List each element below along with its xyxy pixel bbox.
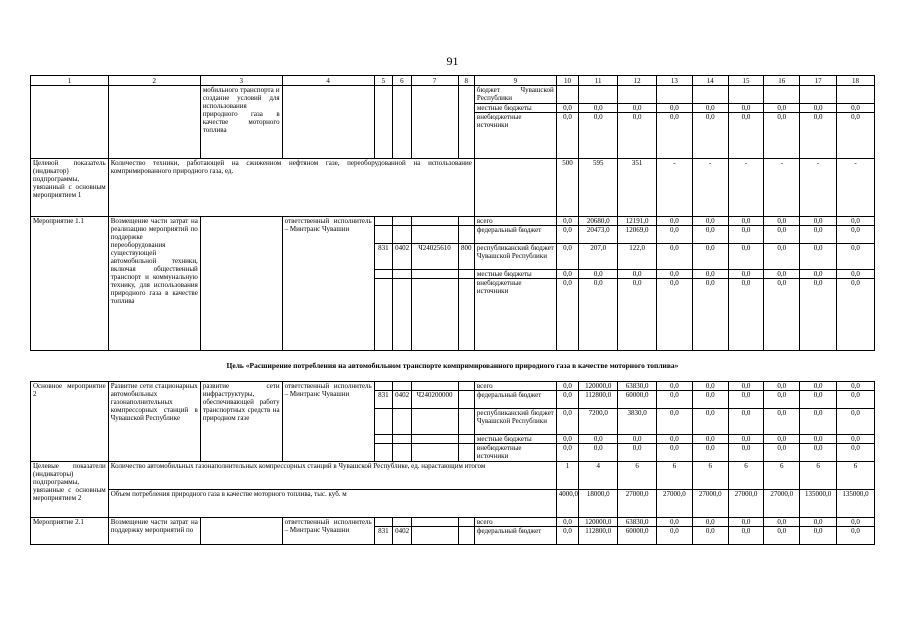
goal-heading: Цель «Расширение потребления на автомобильном транспорте компримированного природного газа в качестве моторного топлива»: [226, 361, 679, 370]
code-cell: [411, 382, 458, 391]
value-cell: 4000,0: [556, 490, 579, 518]
code-cell: [458, 409, 474, 435]
value-cell: 0,0: [764, 244, 800, 270]
code-cell: [374, 270, 392, 279]
value-cell: 0,0: [800, 435, 837, 444]
value-cell: 12069,0: [618, 226, 657, 244]
value-cell: 0,0: [837, 244, 875, 270]
code-cell: [458, 444, 474, 462]
value-cell: 0,0: [837, 527, 875, 545]
value-cell: 0,0: [728, 226, 764, 244]
value-cell: 0,0: [556, 518, 579, 527]
code-cell: [393, 444, 411, 462]
value-cell: 0,0: [800, 527, 837, 545]
table-row: [31, 518, 875, 527]
header-cell: 9: [474, 76, 556, 86]
value-cell: 0,0: [837, 391, 875, 409]
indicator-label-cell: Целевые показатели (индикаторы) подпрограммы, увязанные с основным мероприятием 2: [31, 462, 109, 518]
value-cell: 207,0: [579, 244, 618, 270]
funding-source-cell: внебюджетные источники: [474, 444, 556, 462]
value-cell: 0,0: [800, 444, 837, 462]
code-cell: [411, 518, 458, 527]
indicator-row: [31, 490, 875, 518]
value-cell: 0,0: [692, 391, 728, 409]
value-cell: 0,0: [579, 113, 618, 159]
value-cell: 0,0: [618, 270, 657, 279]
value-cell: 0,0: [556, 444, 579, 462]
value-cell: 20680,0: [579, 217, 618, 226]
code-cell: 0402: [393, 244, 411, 270]
value-cell: 112800,0: [579, 527, 618, 545]
value-cell: 351: [618, 159, 657, 217]
value-cell: -: [728, 159, 764, 217]
header-cell: 16: [764, 76, 800, 86]
value-cell: 0,0: [556, 279, 579, 351]
activity-description-cell: Развитие сети стационарных автомобильных газонаполнительных компрессорных станций в Чувашской Республике: [108, 382, 200, 462]
code-cell: 0402: [393, 391, 411, 409]
value-cell: 0,0: [618, 113, 657, 159]
goal-row: [31, 351, 875, 382]
column-number-row: [31, 76, 875, 86]
value-cell: 0,0: [657, 113, 693, 159]
value-cell: 0,0: [728, 113, 764, 159]
value-cell: 20473,0: [579, 226, 618, 244]
header-cell: 8: [458, 76, 474, 86]
value-cell: 0,0: [764, 104, 800, 113]
value-cell: 0,0: [692, 217, 728, 226]
value-cell: 6: [692, 462, 728, 490]
funding-source-cell: местные бюджеты: [474, 104, 556, 113]
funding-source-cell: республиканский бюджет Чувашской Республики: [474, 409, 556, 435]
code-cell: [374, 409, 392, 435]
value-cell: 0,0: [800, 382, 837, 391]
value-cell: 0,0: [800, 409, 837, 435]
code-cell: [411, 435, 458, 444]
value-cell: -: [800, 159, 837, 217]
value-cell: 0,0: [692, 527, 728, 545]
indicator-text-cell: Объем потребления природного газа в качестве моторного топлива, тыс. куб. м: [108, 490, 556, 518]
table-row: [31, 86, 875, 104]
value-cell: 0,0: [692, 435, 728, 444]
value-cell: 0,0: [800, 217, 837, 226]
code-cell: [411, 279, 458, 351]
value-cell: 0,0: [692, 382, 728, 391]
value-cell: 0,0: [657, 217, 693, 226]
value-cell: 0,0: [556, 409, 579, 435]
value-cell: 27000,0: [728, 490, 764, 518]
value-cell: 27000,0: [692, 490, 728, 518]
value-cell: 0,0: [692, 244, 728, 270]
value-cell: 500: [556, 159, 579, 217]
value-cell: 0,0: [800, 518, 837, 527]
funding-source-cell: федеральный бюджет: [474, 226, 556, 244]
code-cell: [458, 226, 474, 244]
code-cell: [374, 226, 392, 244]
code-cell: [393, 279, 411, 351]
header-cell: 7: [411, 76, 458, 86]
header-cell: 14: [692, 76, 728, 86]
value-cell: 0,0: [837, 444, 875, 462]
value-cell: 0,0: [764, 270, 800, 279]
value-cell: 0,0: [618, 279, 657, 351]
header-cell: 17: [800, 76, 837, 86]
value-cell: 0,0: [692, 104, 728, 113]
code-cell: [411, 444, 458, 462]
value-cell: 0,0: [764, 217, 800, 226]
value-cell: [800, 86, 837, 104]
code-cell: [458, 270, 474, 279]
code-cell: [393, 382, 411, 391]
value-cell: 0,0: [579, 270, 618, 279]
value-cell: 0,0: [556, 527, 579, 545]
value-cell: 6: [764, 462, 800, 490]
code-cell: [393, 518, 411, 527]
value-cell: 112800,0: [579, 391, 618, 409]
value-cell: 60000,0: [618, 391, 657, 409]
value-cell: 60000,0: [618, 527, 657, 545]
value-cell: 3830,0: [618, 409, 657, 435]
funding-source-cell: всего: [474, 518, 556, 527]
funding-source-cell: всего: [474, 382, 556, 391]
value-cell: 0,0: [579, 104, 618, 113]
code-cell: [458, 391, 474, 409]
funding-source-cell: [474, 159, 556, 217]
value-cell: 0,0: [556, 113, 579, 159]
code-cell: Ч24025610: [411, 244, 458, 270]
value-cell: [579, 86, 618, 104]
code-cell: [374, 444, 392, 462]
header-cell: 2: [108, 76, 200, 86]
value-cell: 12191,0: [618, 217, 657, 226]
value-cell: -: [764, 159, 800, 217]
value-cell: [692, 86, 728, 104]
code-cell: [411, 527, 458, 545]
value-cell: 0,0: [837, 409, 875, 435]
code-cell: [374, 518, 392, 527]
header-cell: 10: [556, 76, 579, 86]
value-cell: 0,0: [800, 279, 837, 351]
code-cell: [458, 527, 474, 545]
value-cell: 0,0: [556, 217, 579, 226]
value-cell: 0,0: [728, 391, 764, 409]
value-cell: 0,0: [800, 226, 837, 244]
header-cell: 12: [618, 76, 657, 86]
value-cell: 595: [579, 159, 618, 217]
value-cell: 0,0: [657, 104, 693, 113]
expected-result-cell: [200, 518, 282, 545]
value-cell: [556, 86, 579, 104]
value-cell: 0,0: [764, 435, 800, 444]
header-cell: 13: [657, 76, 693, 86]
value-cell: 0,0: [764, 409, 800, 435]
indicator-row: [31, 462, 875, 490]
activity-description-cell: [108, 86, 200, 159]
value-cell: 27000,0: [764, 490, 800, 518]
value-cell: [837, 86, 875, 104]
value-cell: [618, 86, 657, 104]
value-cell: 0,0: [837, 518, 875, 527]
activity-description-cell: Возмещение части затрат на поддержку мероприятий по: [108, 518, 200, 545]
value-cell: 0,0: [556, 382, 579, 391]
value-cell: 0,0: [728, 527, 764, 545]
value-cell: 0,0: [837, 226, 875, 244]
value-cell: 63830,0: [618, 518, 657, 527]
value-cell: -: [657, 159, 693, 217]
funding-source-cell: местные бюджеты: [474, 435, 556, 444]
value-cell: 0,0: [618, 104, 657, 113]
value-cell: 0,0: [657, 391, 693, 409]
code-cell: [458, 279, 474, 351]
value-cell: 0,0: [728, 244, 764, 270]
funding-source-cell: федеральный бюджет: [474, 391, 556, 409]
value-cell: 0,0: [657, 518, 693, 527]
value-cell: 0,0: [764, 527, 800, 545]
value-cell: [764, 86, 800, 104]
value-cell: 0,0: [657, 444, 693, 462]
code-cell: 800: [458, 244, 474, 270]
expected-result-cell: развитие сети инфраструктуры, обеспечивающей работу транспортных средств на природном газе: [200, 382, 282, 462]
expected-result-cell: мобильного транспорта и создание условий для использования природного газа в качестве моторного топлива: [200, 86, 282, 159]
value-cell: 0,0: [800, 104, 837, 113]
value-cell: 135000,0: [800, 490, 837, 518]
code-cell: 0402: [393, 527, 411, 545]
indicator-row: [31, 159, 875, 217]
value-cell: 0,0: [657, 527, 693, 545]
value-cell: 0,0: [692, 279, 728, 351]
value-cell: 0,0: [837, 270, 875, 279]
value-cell: 6: [800, 462, 837, 490]
value-cell: 0,0: [728, 270, 764, 279]
value-cell: 0,0: [764, 518, 800, 527]
code-cell: [374, 382, 392, 391]
code-cell: [393, 226, 411, 244]
header-cell: 4: [282, 76, 374, 86]
header-cell: 11: [579, 76, 618, 86]
value-cell: 0,0: [764, 279, 800, 351]
code-cell: 831: [374, 527, 392, 545]
executor-cell: [282, 86, 374, 159]
code-cell: [393, 435, 411, 444]
value-cell: 0,0: [657, 409, 693, 435]
code-cell: [374, 279, 392, 351]
funding-source-cell: бюджет Чувашской Республики: [474, 86, 556, 104]
value-cell: -: [837, 159, 875, 217]
value-cell: 0,0: [579, 435, 618, 444]
value-cell: 0,0: [728, 435, 764, 444]
value-cell: 0,0: [618, 435, 657, 444]
expected-result-cell: [200, 217, 282, 351]
header-cell: 5: [374, 76, 392, 86]
code-cell: [374, 86, 392, 159]
value-cell: 0,0: [764, 391, 800, 409]
value-cell: 0,0: [692, 226, 728, 244]
page-number: 91: [446, 54, 459, 68]
funding-source-cell: внебюджетные источники: [474, 279, 556, 351]
header-cell: 1: [31, 76, 109, 86]
value-cell: 0,0: [556, 244, 579, 270]
code-cell: Ч240200000: [411, 391, 458, 409]
value-cell: 0,0: [837, 217, 875, 226]
header-cell: 18: [837, 76, 875, 86]
value-cell: 27000,0: [657, 490, 693, 518]
value-cell: 0,0: [837, 113, 875, 159]
value-cell: 0,0: [556, 391, 579, 409]
value-cell: 0,0: [728, 409, 764, 435]
table-row: [31, 382, 875, 391]
indicator-text-cell: Количество автомобильных газонаполнительных компрессорных станций в Чувашской Республике, ед. нарастающим итогом: [108, 462, 556, 490]
value-cell: 27000,0: [618, 490, 657, 518]
value-cell: 6: [837, 462, 875, 490]
header-cell: 15: [728, 76, 764, 86]
value-cell: 18000,0: [579, 490, 618, 518]
value-cell: 6: [618, 462, 657, 490]
value-cell: 4: [579, 462, 618, 490]
value-cell: 1: [556, 462, 579, 490]
header-cell: 3: [200, 76, 282, 86]
activity-name-cell: [31, 86, 109, 159]
value-cell: 0,0: [556, 226, 579, 244]
value-cell: 0,0: [657, 382, 693, 391]
code-cell: [393, 86, 411, 159]
activity-name-cell: Мероприятие 2.1: [31, 518, 109, 545]
value-cell: 63830,0: [618, 382, 657, 391]
value-cell: 0,0: [618, 444, 657, 462]
value-cell: 0,0: [556, 104, 579, 113]
value-cell: 0,0: [692, 270, 728, 279]
executor-cell: ответственный исполнитель – Минтранс Чувашии: [282, 518, 374, 545]
value-cell: 0,0: [579, 444, 618, 462]
indicator-label-cell: Целевой показатель (индикатор) подпрограммы, увязанный с основным мероприятием 1: [31, 159, 109, 217]
value-cell: 0,0: [764, 444, 800, 462]
program-table: [30, 75, 875, 545]
value-cell: 6: [728, 462, 764, 490]
value-cell: 0,0: [657, 279, 693, 351]
activity-name-cell: Мероприятие 1.1: [31, 217, 109, 351]
value-cell: 122,0: [618, 244, 657, 270]
value-cell: 0,0: [764, 382, 800, 391]
value-cell: 120000,0: [579, 382, 618, 391]
code-cell: [374, 217, 392, 226]
value-cell: 0,0: [837, 104, 875, 113]
executor-cell: ответственный исполнитель – Минтранс Чувашии: [282, 382, 374, 462]
funding-source-cell: республиканский бюджет Чувашской Республики: [474, 244, 556, 270]
activity-description-cell: Возмещение части затрат на реализацию мероприятий по поддержке переоборудования существующей автомобильной техники, включая общественный транспорт и коммунальную технику, для использования природного газа в качестве топлива: [108, 217, 200, 351]
code-cell: [393, 270, 411, 279]
value-cell: [728, 86, 764, 104]
header-cell: 6: [393, 76, 411, 86]
value-cell: 6: [657, 462, 693, 490]
value-cell: 135000,0: [837, 490, 875, 518]
table-row: [31, 217, 875, 226]
code-cell: [411, 86, 458, 159]
code-cell: [393, 217, 411, 226]
code-cell: [374, 435, 392, 444]
code-cell: [393, 409, 411, 435]
value-cell: 0,0: [692, 518, 728, 527]
value-cell: [657, 86, 693, 104]
value-cell: 0,0: [692, 444, 728, 462]
funding-source-cell: местные бюджеты: [474, 270, 556, 279]
value-cell: 0,0: [728, 518, 764, 527]
indicator-text-cell: Количество техники, работающей на сжиженном нефтяном газе, переоборудованной на использование компримированного природного газа, ед.: [108, 159, 474, 217]
activity-name-cell: Основное мероприятие 2: [31, 382, 109, 462]
value-cell: 0,0: [579, 279, 618, 351]
value-cell: 0,0: [800, 391, 837, 409]
value-cell: 0,0: [657, 244, 693, 270]
code-cell: [458, 86, 474, 159]
value-cell: 120000,0: [579, 518, 618, 527]
code-cell: [458, 382, 474, 391]
funding-source-cell: внебюджетные источники: [474, 113, 556, 159]
value-cell: 0,0: [837, 279, 875, 351]
value-cell: 0,0: [837, 382, 875, 391]
code-cell: 831: [374, 244, 392, 270]
value-cell: 0,0: [837, 435, 875, 444]
value-cell: 0,0: [800, 270, 837, 279]
value-cell: 0,0: [728, 382, 764, 391]
value-cell: 0,0: [728, 217, 764, 226]
code-cell: [458, 518, 474, 527]
value-cell: 0,0: [657, 270, 693, 279]
code-cell: 831: [374, 391, 392, 409]
value-cell: 0,0: [657, 435, 693, 444]
value-cell: -: [692, 159, 728, 217]
value-cell: 0,0: [764, 113, 800, 159]
funding-source-cell: федеральный бюджет: [474, 527, 556, 545]
code-cell: [458, 217, 474, 226]
code-cell: [411, 270, 458, 279]
value-cell: 7200,0: [579, 409, 618, 435]
code-cell: [458, 435, 474, 444]
executor-cell: ответственный исполнитель – Минтранс Чувашии: [282, 217, 374, 351]
value-cell: 0,0: [728, 279, 764, 351]
value-cell: 0,0: [556, 270, 579, 279]
value-cell: 0,0: [728, 104, 764, 113]
value-cell: 0,0: [556, 435, 579, 444]
value-cell: 0,0: [657, 226, 693, 244]
value-cell: 0,0: [728, 444, 764, 462]
code-cell: [411, 217, 458, 226]
value-cell: 0,0: [692, 409, 728, 435]
value-cell: 0,0: [800, 244, 837, 270]
value-cell: 0,0: [692, 113, 728, 159]
value-cell: 0,0: [800, 113, 837, 159]
code-cell: [411, 226, 458, 244]
value-cell: 0,0: [764, 226, 800, 244]
code-cell: [411, 409, 458, 435]
funding-source-cell: всего: [474, 217, 556, 226]
